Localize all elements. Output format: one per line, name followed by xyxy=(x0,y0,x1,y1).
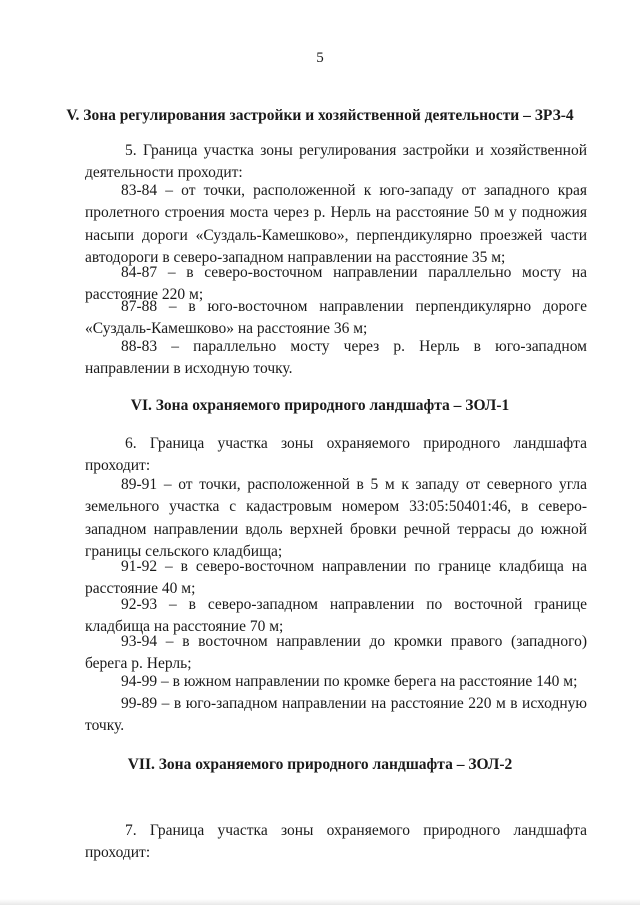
section-vi-segment-93-94: 93-94 – в восточном направлении до кромки правого (западного) берега р. Нерль; xyxy=(85,633,587,673)
section-vi-segment-89-91: 89-91 – от точки, расположенной в 5 м к западу от северного угла земельного участка с кадастровым номером 33:05:50401:46, в северо-западном направлении вдоль верхней бровки речной террасы до южной границы сельского кладбища; xyxy=(85,476,587,560)
section-v-heading: V. Зона регулирования застройки и хозяйственной деятельности – ЗРЗ-4 xyxy=(66,107,574,124)
section-vi-segment-92-93: 92-93 – в северо-западном направлении по восточной границе кладбища на расстояние 70 м; xyxy=(85,596,587,636)
section-vi-segment-91-92: 91-92 – в северо-восточном направлении по границе кладбища на расстояние 40 м; xyxy=(85,558,587,598)
section-vii-intro: 7. Граница участка зоны охраняемого природного ландшафта проходит: xyxy=(85,822,587,862)
section-v-segment-83-84: 83-84 – от точки, расположенной к юго-западу от западного края пролетного строения моста через р. Нерль на расстояние 50 м у подножия насыпи дороги «Суздаль-Камешково», перпендикулярно проезжей части автодороги в северо-западном направлении на расстояние 35 м; xyxy=(85,182,587,266)
section-v-segment-87-88: 87-88 – в юго-восточном направлении перпендикулярно дороге «Суздаль-Камешково» на расстояние 36 м; xyxy=(85,298,587,338)
page-bottom-edge xyxy=(0,899,640,905)
section-vi-intro: 6. Граница участка зоны охраняемого природного ландшафта проходит: xyxy=(85,435,587,475)
section-v-segment-84-87: 84-87 – в северо-восточном направлении параллельно мосту на расстояние 220 м; xyxy=(85,264,587,304)
section-vi-segment-99-89: 99-89 – в юго-западном направлении на расстояние 220 м в исходную точку. xyxy=(85,695,587,735)
section-vi-heading: VI. Зона охраняемого природного ландшафта – ЗОЛ-1 xyxy=(130,397,510,414)
section-v-segment-88-83: 88-83 – параллельно мосту через р. Нерль в юго-западном направлении в исходную точку. xyxy=(85,338,587,378)
section-v-intro: 5. Граница участка зоны регулирования застройки и хозяйственной деятельности проходит: xyxy=(85,142,587,182)
section-vi-segment-94-99: 94-99 – в южном направлении по кромке берега на расстояние 140 м; xyxy=(121,673,578,690)
page-number: 5 xyxy=(316,50,324,66)
section-vii-heading: VII. Зона охраняемого природного ландшафта – ЗОЛ-2 xyxy=(127,756,513,773)
